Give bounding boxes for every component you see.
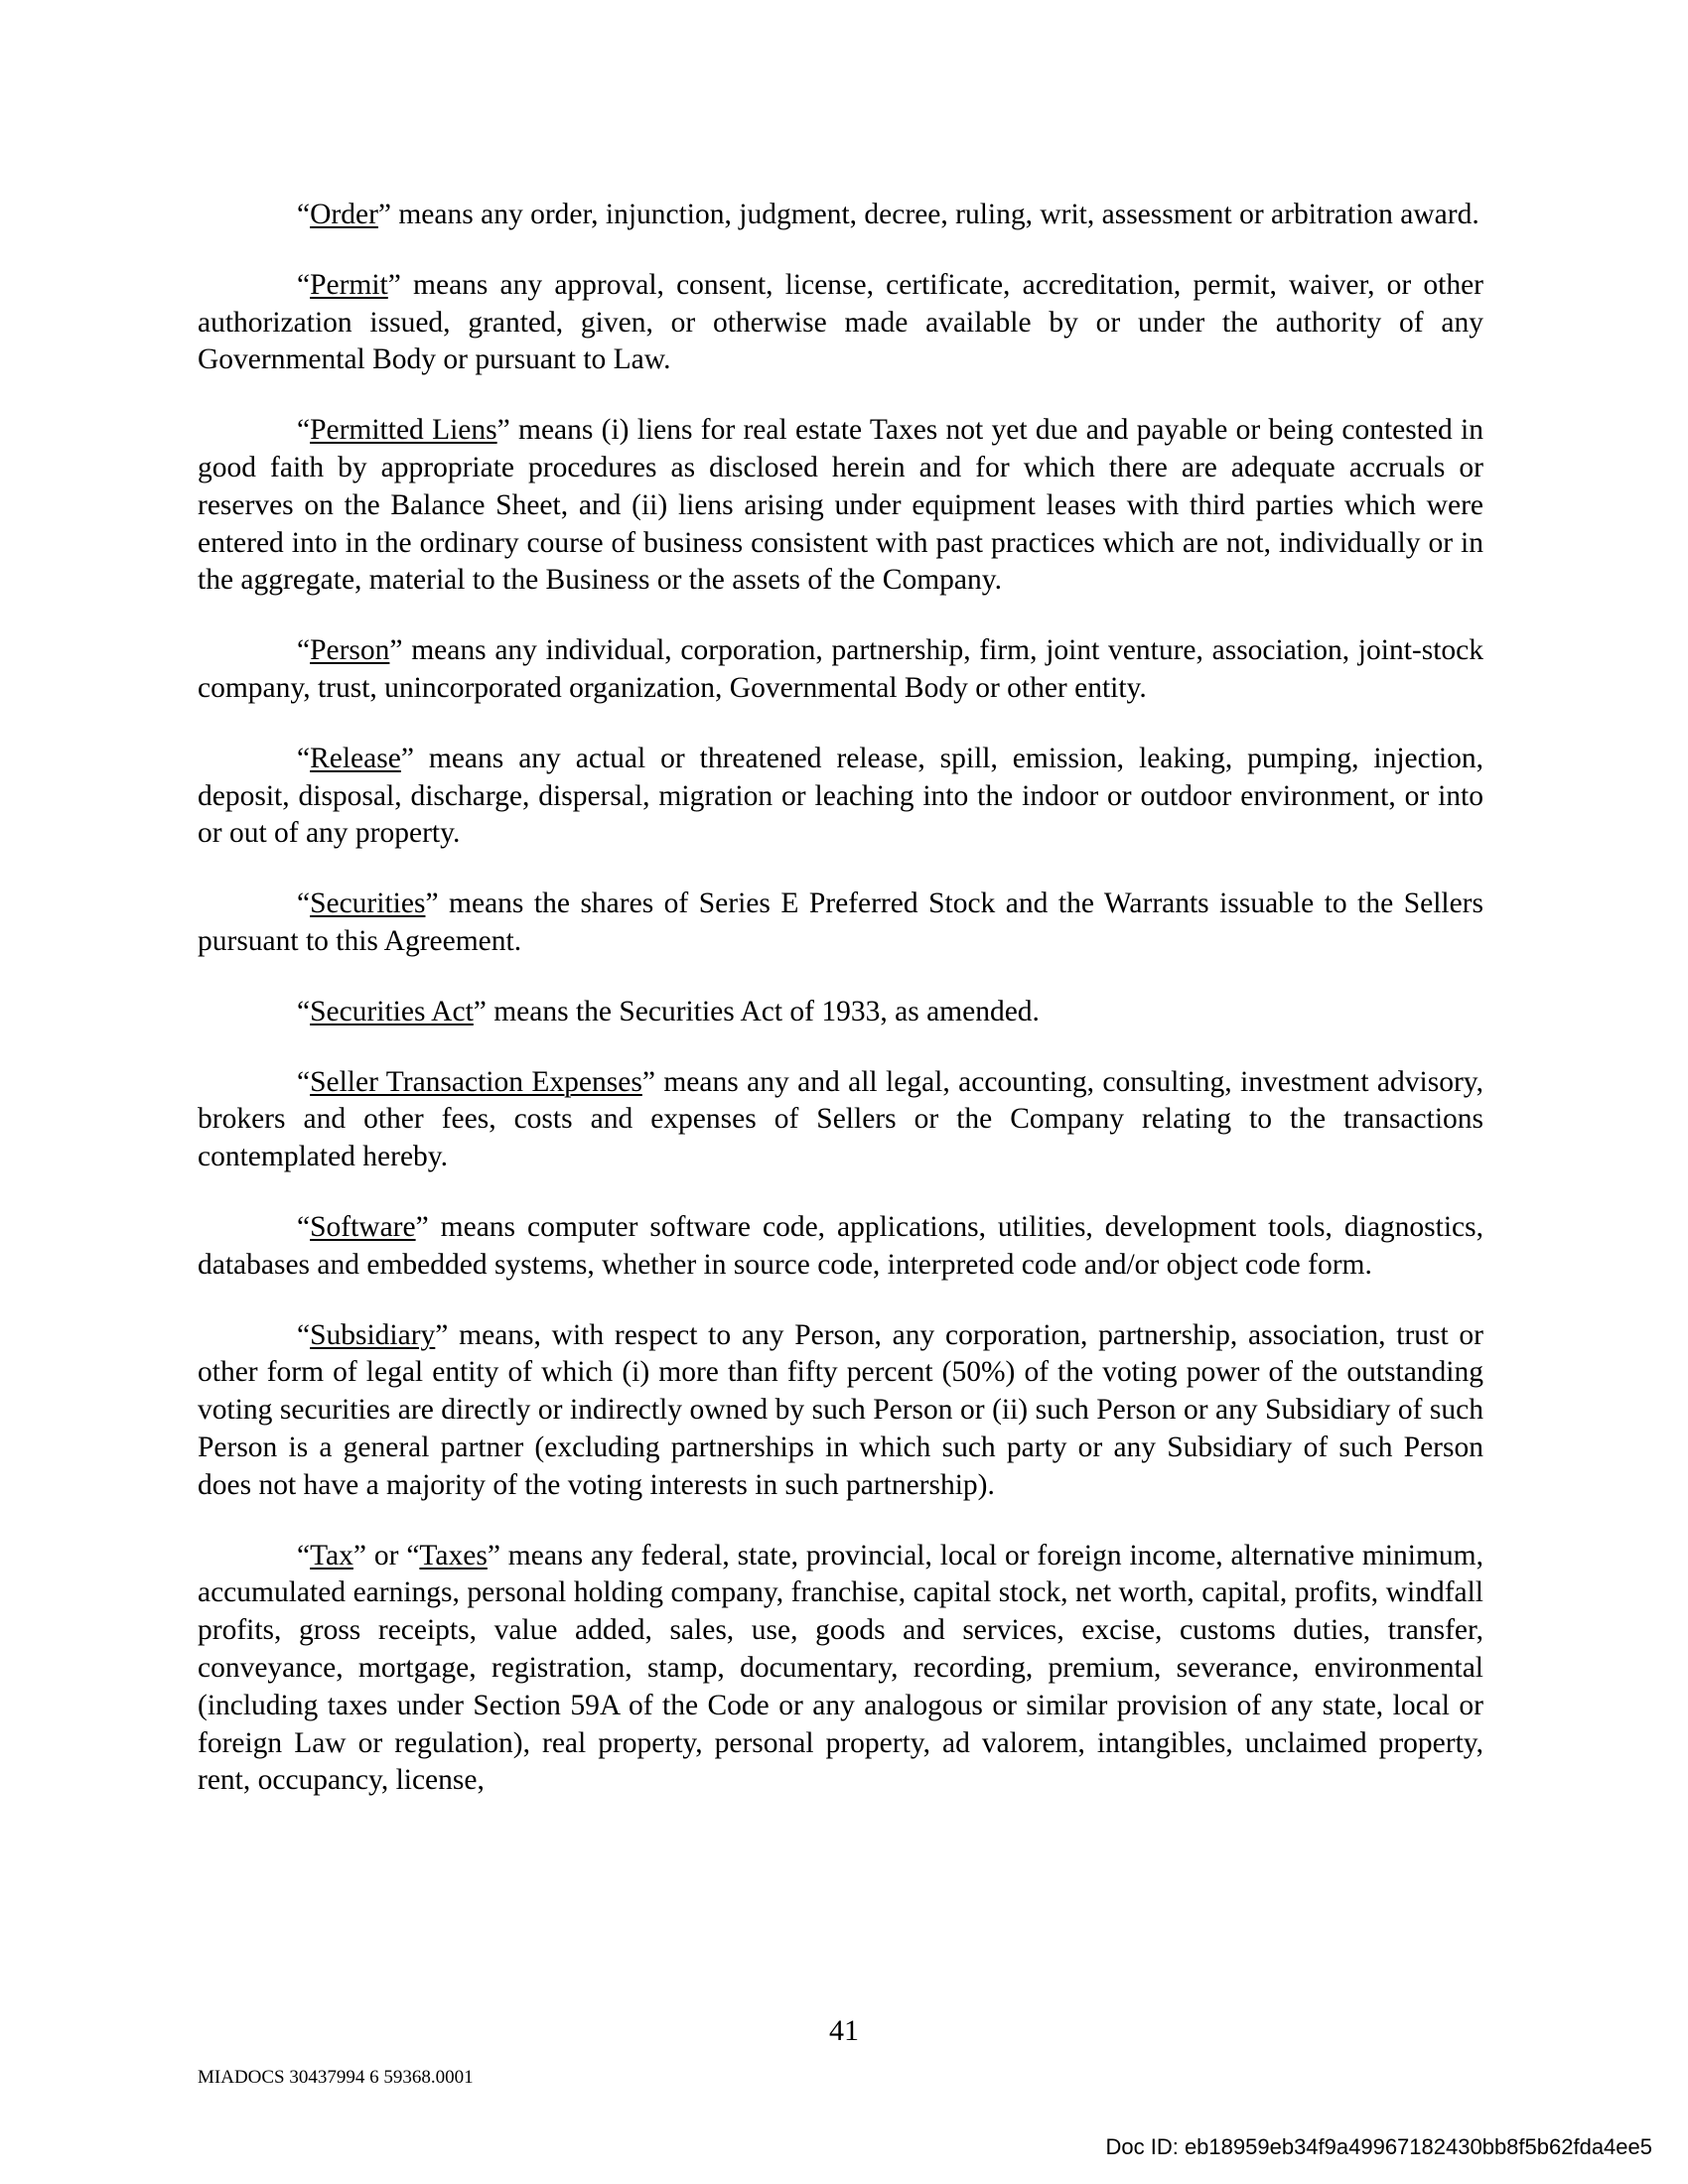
document-reference: MIADOCS 30437994 6 59368.0001 — [198, 2067, 474, 2088]
open-quote: “ — [297, 887, 311, 920]
definition-text: means any federal, state, provincial, local or foreign income, alternative minimum, accumulated earnings, personal holding company, franchise, capital stock, net worth, capital, profits, windfall profits, gross receipts, value added, sales, use, goods and services, excise, customs duties, transfer, conveyance, mortgage, registration, stamp, documentary, recording, premium, severance, environmental (including taxes under Section 59A of the Code or any analogous or similar provision of any state, local or foreign Law or regulation), real property, personal property, ad valorem, intangibles, unclaimed property, rent, occupancy, license, — [198, 1539, 1483, 1797]
defined-term: Software — [310, 1210, 416, 1243]
close-quote: ” — [352, 1539, 366, 1571]
definition-text: means any order, injunction, judgment, decree, ruling, writ, assessment or arbitration award. — [390, 199, 1479, 230]
definition-release — [198, 741, 1483, 853]
open-quote: “ — [297, 1210, 311, 1243]
close-quote: ” — [496, 414, 510, 447]
defined-term: Securities — [310, 887, 426, 920]
definition-tax — [198, 1538, 1483, 1801]
defined-term: Permitted Liens — [310, 414, 497, 447]
close-quote: ” — [387, 268, 401, 301]
defined-term: Order — [310, 199, 378, 230]
open-quote: “ — [406, 1539, 420, 1571]
open-quote: “ — [297, 199, 311, 230]
definition-text: means the Securities Act of 1933, as amended. — [486, 995, 1040, 1027]
page-number: 41 — [829, 2014, 859, 2047]
open-quote: “ — [297, 414, 311, 447]
definition-text: means any actual or threatened release, spill, emission, leaking, pumping, injection, deposit, disposal, discharge, dispersal, migration or leaching into the indoor or outdoor environment, or into or out of any property. — [198, 742, 1483, 850]
definition-text: means computer software code, applications, utilities, development tools, diagnostics, databases and embedded systems, whether in source code, interpreted code and/or object code form. — [198, 1210, 1483, 1281]
defined-term: Release — [310, 742, 401, 774]
definition-order — [198, 197, 1483, 234]
definition-text: means the shares of Series E Preferred Stock and the Warrants issuable to the Sellers pursuant to this Agreement. — [198, 887, 1483, 957]
close-quote: ” — [389, 634, 403, 667]
open-quote: “ — [297, 995, 311, 1027]
definition-permit — [198, 267, 1483, 379]
close-quote: ” — [641, 1065, 655, 1098]
definition-securities-act — [198, 994, 1483, 1031]
defined-term: Subsidiary — [310, 1318, 436, 1351]
close-quote: ” — [487, 1539, 500, 1571]
close-quote: ” — [415, 1210, 429, 1243]
close-quote: ” — [435, 1318, 449, 1351]
definition-permitted-liens — [198, 412, 1483, 600]
open-quote: “ — [297, 268, 311, 301]
definition-text: means, with respect to any Person, any corporation, partnership, association, trust or other form of legal entity of which (i) more than fifty percent (50%) of the voting power of the outstanding voting securities are directly or indirectly owned by such Person or (ii) such Person or any Subsidiary of such Person is a general partner (excluding partnerships in which such party or any Subsidiary of such Person does not have a majority of the voting interests in such partnership). — [198, 1318, 1483, 1501]
definition-software — [198, 1209, 1483, 1285]
close-quote: ” — [425, 887, 439, 920]
defined-term-tax: Tax — [310, 1539, 353, 1571]
definition-text: means any individual, corporation, partnership, firm, joint venture, association, joint-stock company, trust, unincorporated organization, Governmental Body or other entity. — [198, 634, 1483, 704]
close-quote: ” — [400, 742, 414, 774]
definition-text: means any and all legal, accounting, consulting, investment advisory, brokers and other fees, costs and expenses of Sellers or the Company relating to the transactions contemplated hereby. — [198, 1065, 1483, 1173]
defined-term-taxes: Taxes — [419, 1539, 488, 1571]
term-connector: or — [366, 1539, 407, 1571]
open-quote: “ — [297, 1318, 311, 1351]
open-quote: “ — [297, 634, 311, 667]
definition-subsidiary — [198, 1317, 1483, 1505]
definition-securities — [198, 886, 1483, 961]
definition-text: means any approval, consent, license, certificate, accreditation, permit, waiver, or other authorization issued, granted, given, or otherwise made available by or under the authority of any Governmental Body or pursuant to Law. — [198, 268, 1483, 376]
open-quote: “ — [297, 1539, 311, 1571]
close-quote: ” — [377, 199, 391, 230]
defined-term: Permit — [310, 268, 388, 301]
document-id: Doc ID: eb18959eb34f9a49967182430bb8f5b62fda4ee5 — [1105, 2134, 1652, 2159]
open-quote: “ — [297, 742, 311, 774]
definition-person — [198, 632, 1483, 708]
close-quote: ” — [473, 995, 487, 1027]
definitions-body — [198, 197, 1483, 1800]
definition-seller-transaction-expenses — [198, 1064, 1483, 1176]
definition-text: means (i) liens for real estate Taxes not yet due and payable or being contested in good faith by appropriate procedures as disclosed herein and for which there are adequate accruals or reserves on the Balance Sheet, and (ii) liens arising under equipment leases with third parties which were entered into in the ordinary course of business consistent with past practices which are not, individually or in the aggregate, material to the Business or the assets of the Company. — [198, 414, 1483, 597]
open-quote: “ — [297, 1065, 311, 1098]
defined-term: Person — [310, 634, 390, 667]
defined-term: Seller Transaction Expenses — [310, 1065, 642, 1098]
defined-term: Securities Act — [310, 995, 474, 1027]
